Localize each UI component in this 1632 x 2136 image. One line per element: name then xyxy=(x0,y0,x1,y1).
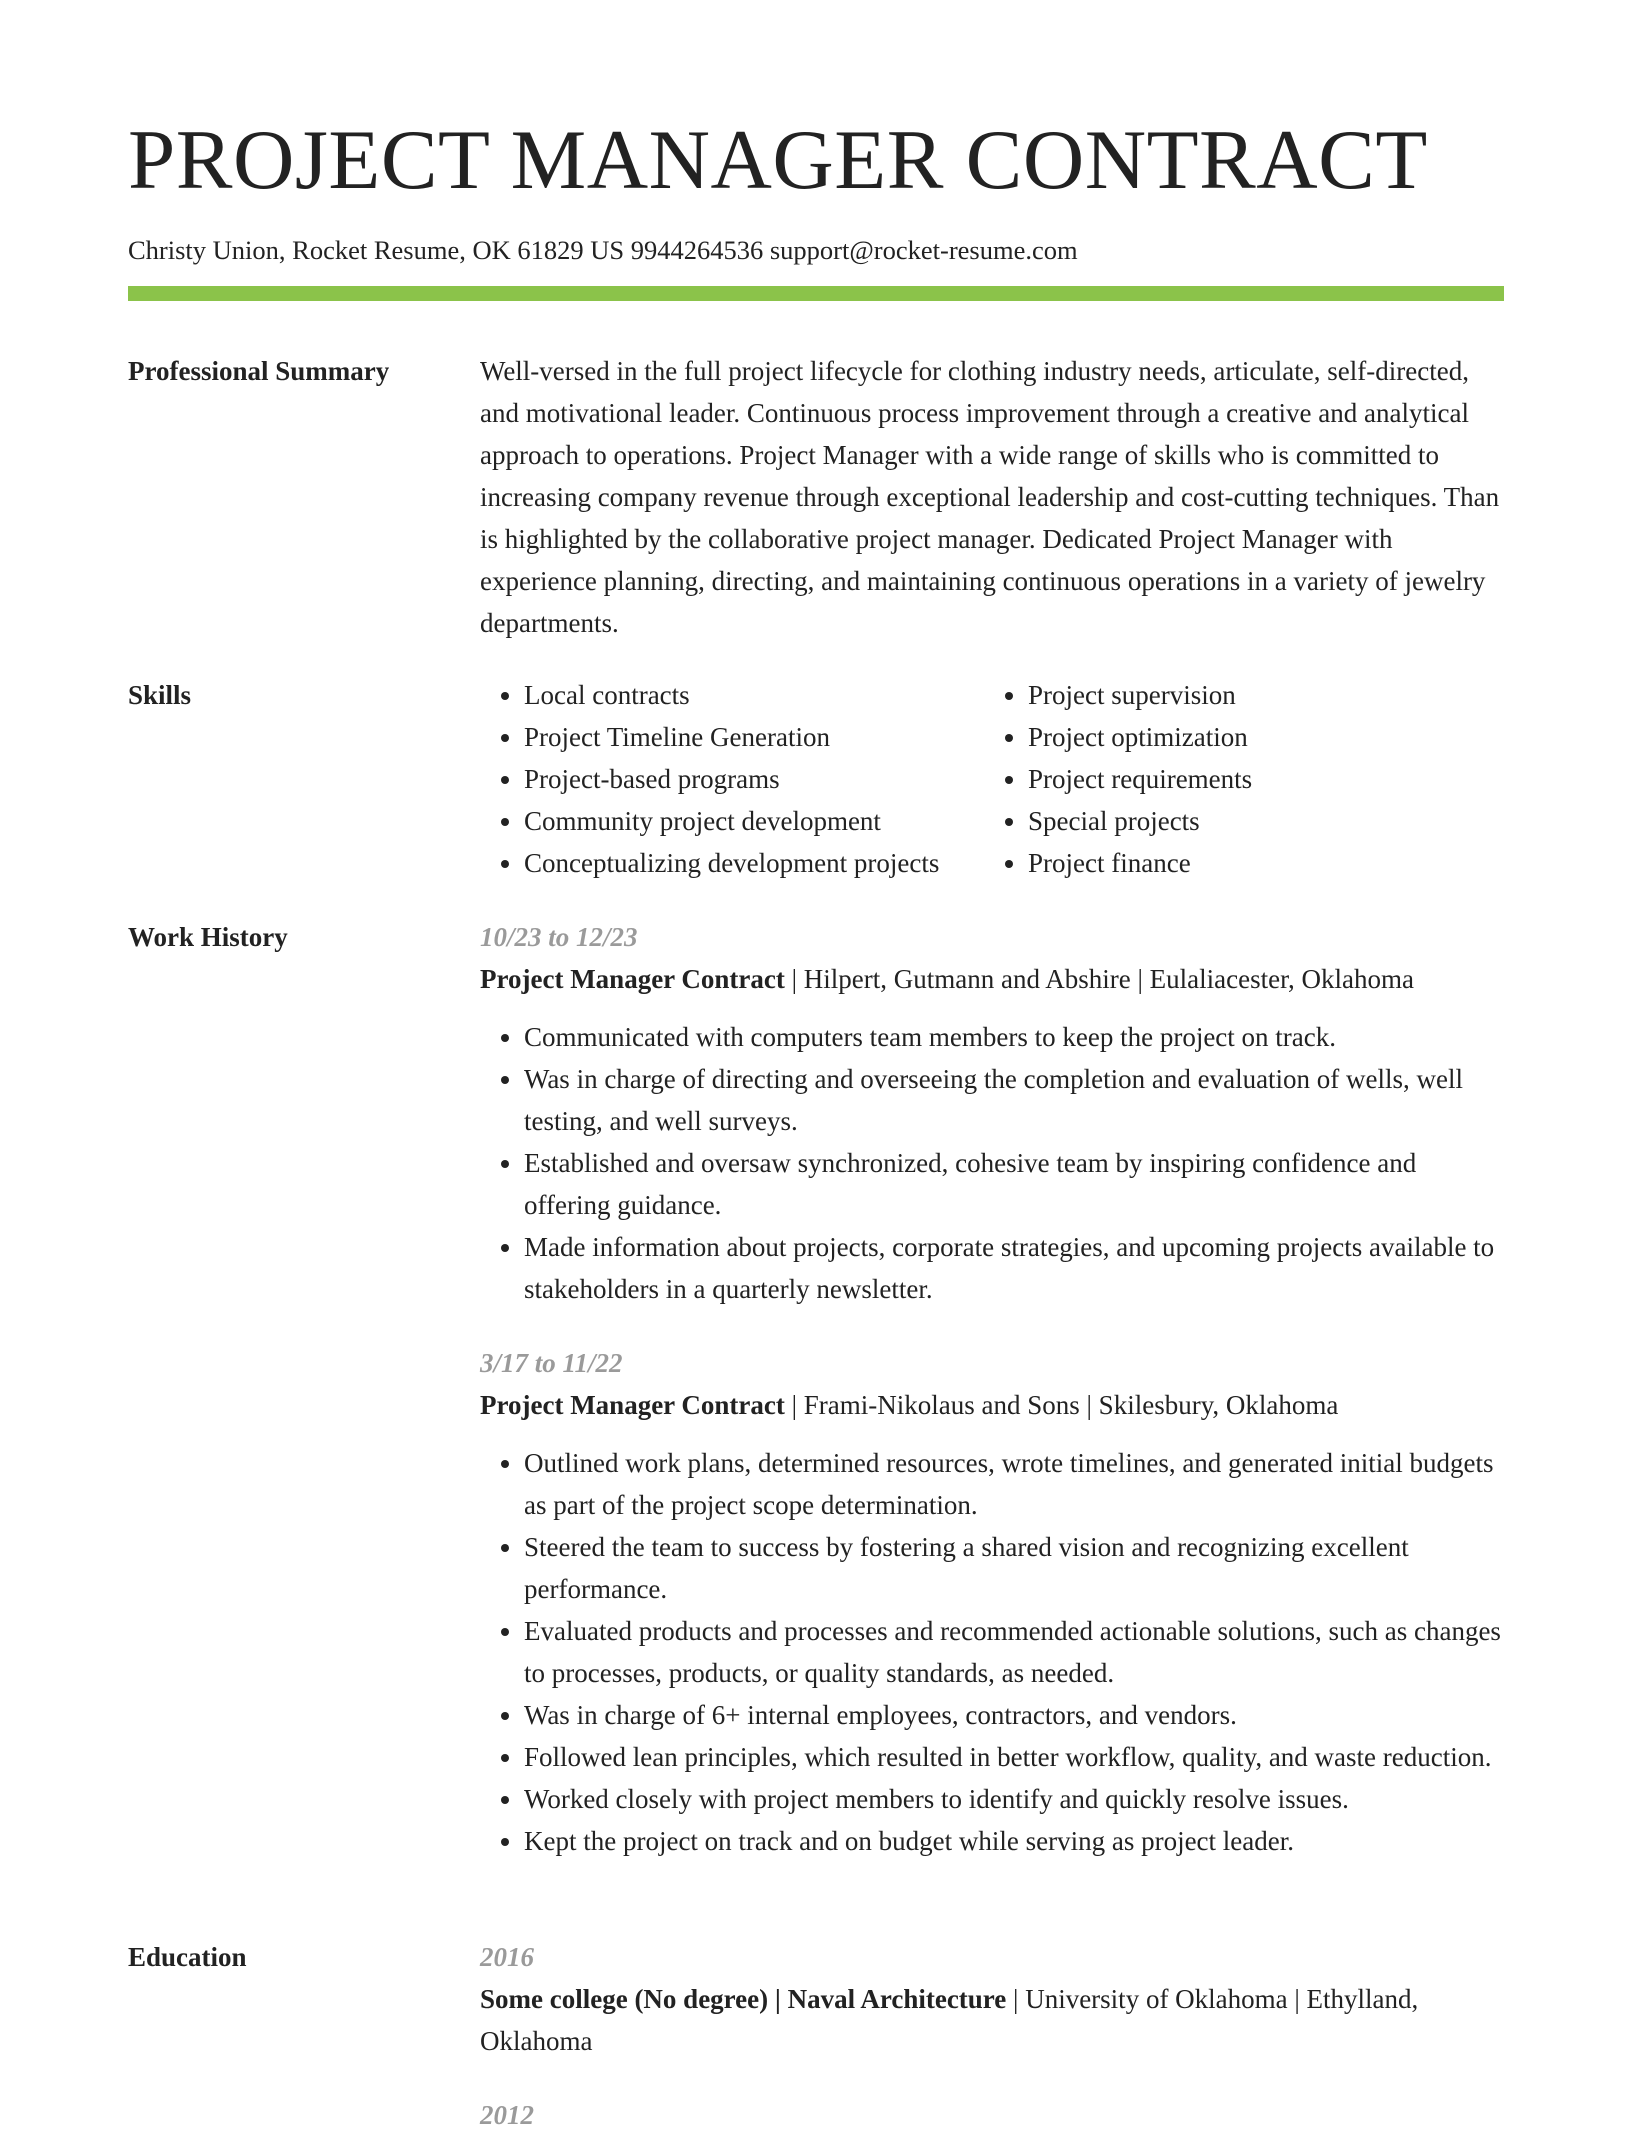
education-school-location: | University of Oklahoma | Ethylland, Oklahoma xyxy=(480,1984,1419,2056)
education-year: 2012 xyxy=(480,2100,534,2130)
duty-item: • Made information about projects, corporate strategies, and upcoming projects available to stakeholders in a quarterly newsletter. xyxy=(524,1226,1502,1310)
skills-list-left xyxy=(480,674,984,884)
skill-item: • Project Timeline Generation xyxy=(524,716,984,758)
skill-item: • Conceptualizing development projects xyxy=(524,842,984,884)
summary-text: Well-versed in the full project lifecycle for clothing industry needs, articulate, self-directed, and motivational leader. Continuous process improvement through a creative and analytical approach to operations. Project Manager with a wide range of skills who is committed to increasing company revenue through exceptional leadership and cost-cutting techniques. Than is highlighted by the collaborative project manager. Dedicated Project Manager with experience planning, directing, and maintaining continuous operations in a variety of jewelry departments. xyxy=(480,356,1500,638)
header-divider xyxy=(128,286,1504,301)
education-year: 2016 xyxy=(480,1942,534,1972)
job-duties xyxy=(480,1442,1502,1862)
duty-item: • Kept the project on track and on budget while serving as project leader. xyxy=(524,1820,1502,1862)
duty-item: • Worked closely with project members to identify and quickly resolve issues. xyxy=(524,1778,1502,1820)
skills-body xyxy=(480,674,1502,884)
education-heading-line xyxy=(480,1978,1502,2062)
skill-item: • Project finance xyxy=(1028,842,1252,884)
summary-body xyxy=(480,350,1502,644)
contact-line: Christy Union, Rocket Resume, OK 61829 US 9944264536 support@rocket-resume.com xyxy=(128,235,1078,265)
job-entry xyxy=(480,916,1502,1310)
job-dates: 3/17 to 11/22 xyxy=(480,1348,623,1378)
job-title: Project Manager Contract xyxy=(480,1390,785,1420)
job-entry xyxy=(480,1342,1502,1862)
job-dates: 10/23 to 12/23 xyxy=(480,922,638,952)
job-heading xyxy=(480,958,1502,1000)
education-entry xyxy=(480,1936,1502,2062)
duty-item: • Evaluated products and processes and recommended actionable solutions, such as changes to processes, products, or quality standards, as needed. xyxy=(524,1610,1502,1694)
duty-item: • Communicated with computers team members to keep the project on track. xyxy=(524,1016,1502,1058)
duty-item: • Steered the team to success by fostering a shared vision and recognizing excellent performance. xyxy=(524,1526,1502,1610)
duty-item: • Established and oversaw synchronized, cohesive team by inspiring confidence and offering guidance. xyxy=(524,1142,1502,1226)
duty-item: • Outlined work plans, determined resources, wrote timelines, and generated initial budgets as part of the project scope determination. xyxy=(524,1442,1502,1526)
education-body xyxy=(480,1936,1502,2136)
job-title: Project Manager Contract xyxy=(480,964,785,994)
duty-item: • Was in charge of directing and overseeing the completion and evaluation of wells, well testing, and well surveys. xyxy=(524,1058,1502,1142)
duty-item: • Followed lean principles, which resulted in better workflow, quality, and waste reduction. xyxy=(524,1736,1502,1778)
skill-item: • Community project development xyxy=(524,800,984,842)
skills-columns xyxy=(480,674,1502,884)
skill-item: • Project-based programs xyxy=(524,758,984,800)
work-history-heading: Work History xyxy=(128,922,288,952)
job-duties xyxy=(480,1016,1502,1310)
summary-heading: Professional Summary xyxy=(128,356,390,386)
work-history-body xyxy=(480,916,1502,1894)
resume-title: PROJECT MANAGER CONTRACT xyxy=(128,113,1428,207)
skill-item: • Project supervision xyxy=(1028,674,1252,716)
skill-item: • Local contracts xyxy=(524,674,984,716)
duty-item: • Was in charge of 6+ internal employees, contractors, and vendors. xyxy=(524,1694,1502,1736)
skill-item: • Project optimization xyxy=(1028,716,1252,758)
skills-heading: Skills xyxy=(128,680,192,710)
job-employer-location: | Hilpert, Gutmann and Abshire | Eulaliacester, Oklahoma xyxy=(784,964,1414,994)
skill-item: • Project requirements xyxy=(1028,758,1252,800)
education-degree: Some college (No degree) | Naval Architecture xyxy=(480,1984,1007,2014)
job-heading xyxy=(480,1384,1502,1426)
skills-list-right xyxy=(984,674,1252,884)
job-employer-location: | Frami-Nikolaus and Sons | Skilesbury, Oklahoma xyxy=(784,1390,1339,1420)
education-heading: Education xyxy=(128,1942,247,1972)
skill-item: • Special projects xyxy=(1028,800,1252,842)
